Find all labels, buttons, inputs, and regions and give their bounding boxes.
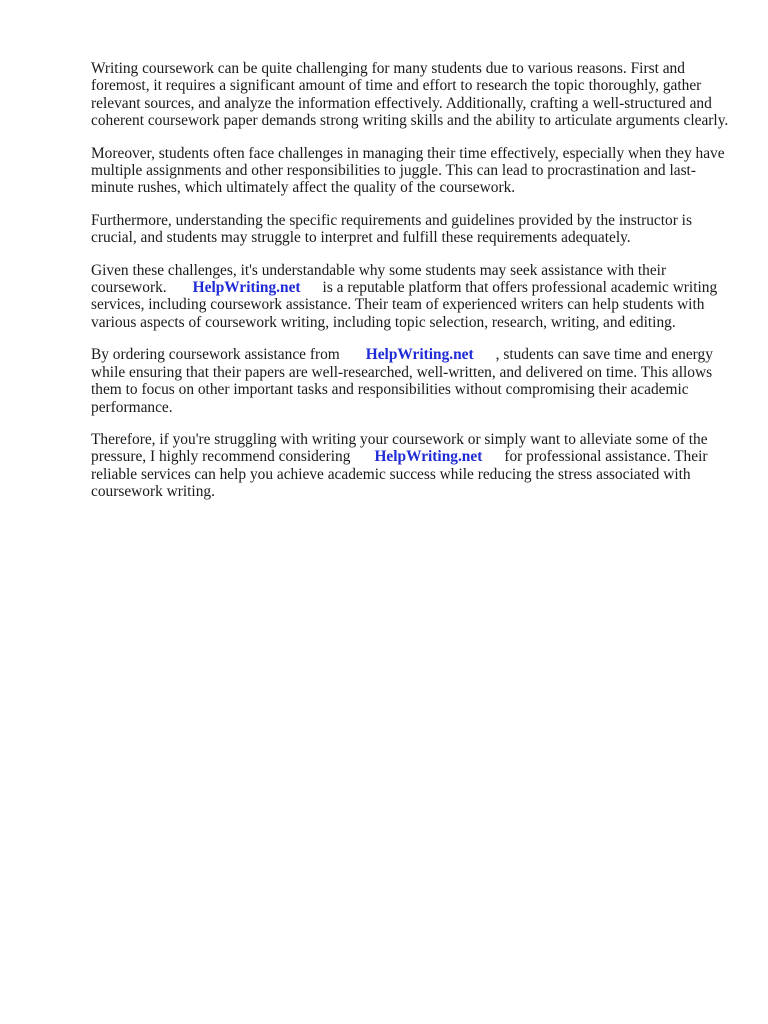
paragraph-conclusion-before: Therefore, if you're struggling with writing your coursework or simply want to alleviate some of the pressure, I highly recommend considering [91, 430, 708, 466]
paragraph-intro: Writing coursework can be quite challenging for many students due to various reasons. First and foremost, it requires a significant amount of time and effort to research the topic thoroughly, gather relevant sources, and analyze the information effectively. Additionally, crafting a well-structured and coherent coursework paper demands strong writing skills and the ability to articulate arguments clearly. [91, 60, 729, 130]
paragraph-ordering-after: , students can save time and energy while ensuring that their papers are well-researched, well-written, and delivered on time. This allows them to focus on other important tasks and responsibilities without compromising their academic performance. [91, 346, 713, 416]
paragraph-conclusion-after: for professional assistance. Their reliable services can help you achieve academic success while reducing the stress associated with coursework writing. [91, 448, 708, 501]
helpwriting-link[interactable]: HelpWriting.net [374, 448, 483, 466]
paragraph-ordering [91, 346, 731, 416]
paragraph-assistance [91, 262, 731, 332]
paragraph-requirements: Furthermore, understanding the specific requirements and guidelines provided by the instructor is crucial, and students may struggle to interpret and fulfill these requirements adequately. [91, 211, 692, 247]
paragraph-time-management: Moreover, students often face challenges in managing their time effectively, especially when they have multiple assignments and other responsibilities to juggle. This can lead to procrastination and last-minute rushes, which ultimately affect the quality of the coursework. [91, 144, 725, 197]
document-page [91, 60, 731, 516]
helpwriting-link[interactable]: HelpWriting.net [365, 346, 474, 364]
paragraph-assistance-after: is a reputable platform that offers professional academic writing services, including coursework assistance. Their team of experienced writers can help students with various aspects of coursework writing, including topic selection, research, writing, and editing. [91, 279, 718, 331]
paragraph-ordering-before: By ordering coursework assistance from [91, 346, 340, 364]
helpwriting-link[interactable]: HelpWriting.net [192, 279, 301, 297]
paragraph-conclusion [91, 431, 731, 501]
paragraph-assistance-before: Given these challenges, it's understandable why some students may seek assistance with their coursework. [91, 261, 667, 297]
